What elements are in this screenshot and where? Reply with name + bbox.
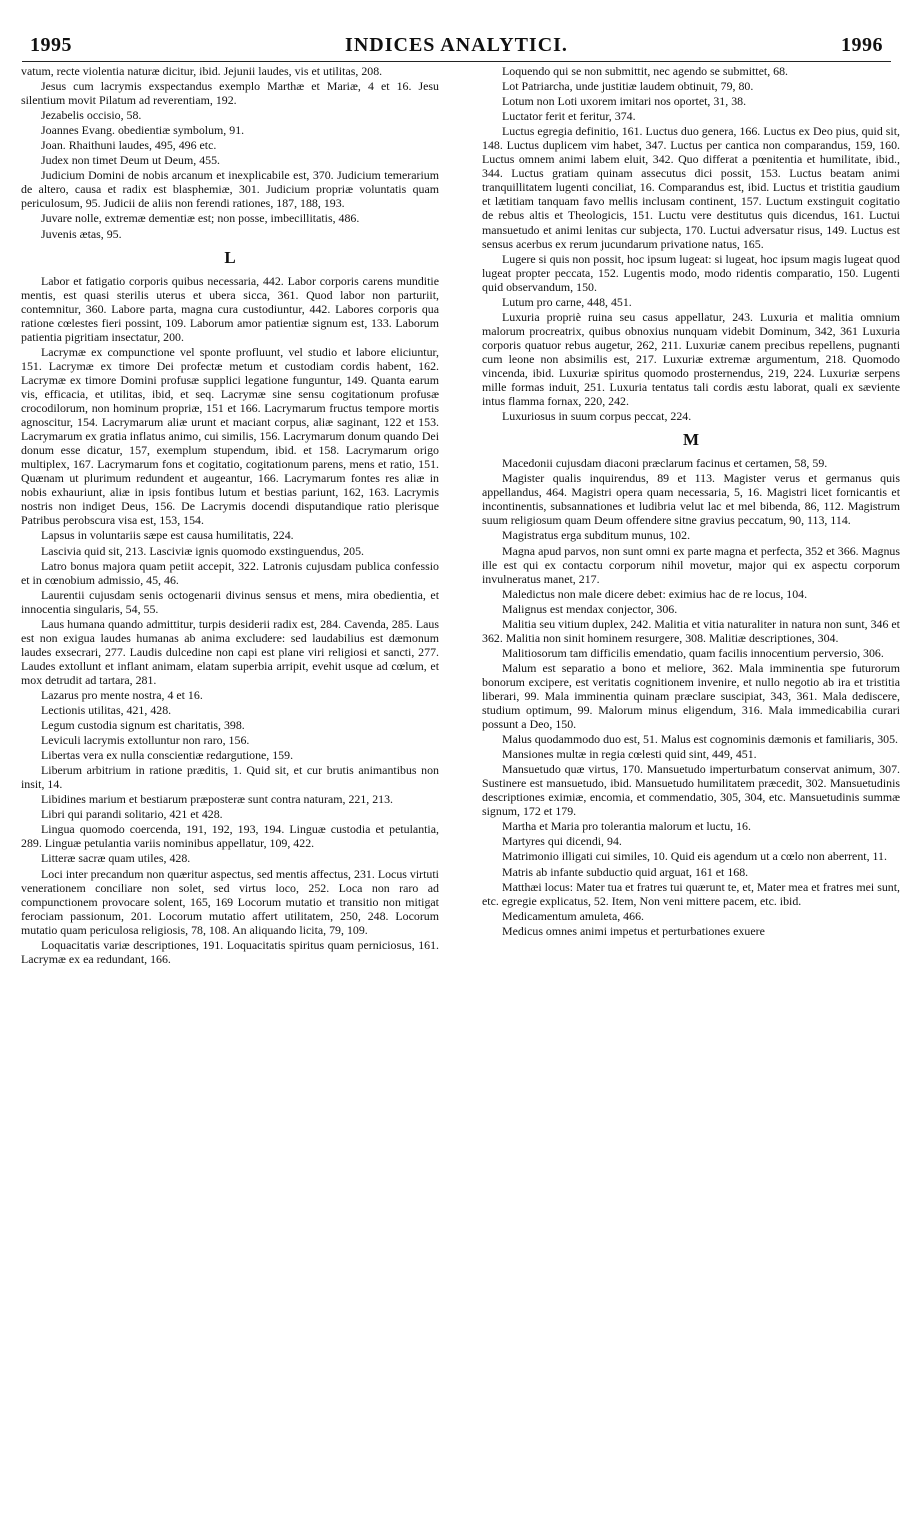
index-entry: Laurentii cujusdam senis octogenarii divinus sensus et mens, mira obedientia, et innocentia singularis, 54, 55. — [21, 587, 439, 616]
index-entry: Litteræ sacræ quam utiles, 428. — [41, 851, 191, 866]
index-entry: Magistratus erga subditum munus, 102. — [502, 528, 691, 543]
index-entry: Lingua quomodo coercenda, 191, 192, 193, 194. Linguæ custodia et petulantia, 289. Linguæ petulantia variis nominibus appellatur, 109, 422. — [21, 822, 439, 851]
index-entry: Lectionis utilitas, 421, 428. — [41, 703, 172, 718]
index-entry: vatum, recte violentia naturæ dicitur, ibid. Jejunii laudes, vis et utilitas, 208. — [21, 64, 383, 78]
index-entry: Martha et Maria pro tolerantia malorum et luctu, 16. — [502, 819, 751, 834]
index-entry: Mansiones multæ in regia cœlesti quid sint, 449, 451. — [502, 747, 757, 762]
index-entry: Matthæi locus: Mater tua et fratres tui quærunt te, et, Mater mea et fratres mei sunt, etc. egregie explicatus, 52. Item, Non veni mittere pacem, etc. ibid. — [482, 879, 900, 908]
index-entry: Judex non timet Deum ut Deum, 455. — [41, 153, 220, 168]
page-header — [0, 34, 913, 60]
right-column — [482, 64, 900, 1509]
index-entry: Lugere si quis non possit, hoc ipsum lugeat: si lugeat, hoc ipsum magis lugeat quod lugeat propter peccata, 152. Lugentis modo, modo ridentis comparatio, 150. Lugenti quid observandum, 150. — [482, 251, 900, 294]
index-entry: Magister qualis inquirendus, 89 et 113. Magister verus et germanus quis appellandus, 464. Magistri opera quam necessaria, 5, 16. Magistri licet fornicantis et incontinentis, subsannationes et ludibria velut lac et mel bibenda, 86, 112. Magistrum suum religiosum quam Deum offendere sitne gravius peccatum, 90, 113, 114. — [482, 471, 900, 528]
index-entry: Lapsus in voluntariis sæpe est causa humilitatis, 224. — [41, 528, 294, 543]
index-entry: Malitia seu vitium duplex, 242. Malitia et vitia naturaliter in natura non sunt, 346 et 362. Malitia non sinit hominem resurgere, 308. Malitiæ descriptiones, 304. — [482, 616, 900, 645]
index-entry: Medicamentum amuleta, 466. — [502, 908, 644, 923]
index-entry: Lazarus pro mente nostra, 4 et 16. — [41, 687, 203, 702]
index-entry: Maledictus non male dicere debet: eximius hac de re locus, 104. — [502, 586, 808, 601]
index-entry: Malus quodammodo duo est, 51. Malus est cognominis dæmonis et familiaris, 305. — [502, 732, 898, 747]
index-entry: Liberum arbitrium in ratione præditis, 1. Quid sit, et cur brutis animantibus non insit, 14. — [21, 763, 439, 792]
index-entry: Medicus omnes animi impetus et perturbationes exuere — [502, 923, 765, 938]
index-entry: Lot Patriarcha, unde justitiæ laudem obtinuit, 79, 80. — [502, 79, 754, 94]
header-rule — [22, 61, 891, 62]
index-entry: Loquacitatis variæ descriptiones, 191. Loquacitatis spiritus quam perniciosus, 161. Lacrymæ ex ea redundant, 166. — [21, 937, 439, 966]
index-entry: Luctator ferit et feritur, 374. — [502, 109, 636, 124]
index-entry: Libertas vera ex nulla conscientiæ redargutione, 159. — [41, 748, 294, 763]
index-entry: Laus humana quando admittitur, turpis desiderii radix est, 284. Cavenda, 285. Laus est non exigua laudes humanas ab anima excludere: sed laudabilius est dæmonum laudes exsecrari, 277. Laudis dulcedine non capi est plane viri religiosi et sancti, 277. Laudes extollunt et inflant animam, elatam superbia arripit, evehit usque ad cœlum, et mox detrudit ad tartara, 281. — [21, 616, 439, 687]
index-entry: Matrimonio illigati cui similes, 10. Quid eis agendum ut a cœlo non aberrent, 11. — [502, 849, 887, 864]
index-entry: Mansuetudo quæ virtus, 170. Mansuetudo imperturbatum conservat animum, 307. Sustinere est mansuetudo, ibid. Mansuetudo humilitatem præcedit, 302. Mansuetudinis descriptiones eximiæ, encomia, et commendatio, 305, 304, etc. Mansuetudinis summæ signum, 172 et 179. — [482, 762, 900, 819]
index-entry: Judicium Domini de nobis arcanum et inexplicabile est, 370. Judicium temerarium de altero, causa et radix est blasphemiæ, 301. Judicium propriæ voluntatis quam periculosum, 95. Judicii de aliis non ferendi rationes, 187, 188, 193. — [21, 168, 439, 211]
index-entry: Jezabelis occisio, 58. — [41, 108, 142, 123]
index-entry: Libri qui parandi solitario, 421 et 428. — [41, 807, 223, 822]
section-letter: L — [224, 247, 236, 267]
index-entry: Libidines marium et bestiarum præposteræ sunt contra naturam, 221, 213. — [41, 792, 394, 807]
index-entry: Martyres qui dicendi, 94. — [502, 834, 622, 849]
left-page-number: 1995 — [30, 34, 72, 56]
index-entry: Joannes Evang. obedientiæ symbolum, 91. — [41, 123, 245, 138]
index-entry: Malignus est mendax conjector, 306. — [502, 601, 678, 616]
index-entry: Legum custodia signum est charitatis, 398. — [41, 718, 245, 733]
index-entry: Lutum pro carne, 448, 451. — [502, 294, 632, 309]
left-column — [21, 64, 439, 1509]
index-entry: Joan. Rhaithuni laudes, 495, 496 etc. — [41, 138, 217, 153]
index-entry: Malum est separatio a bono et meliore, 362. Mala imminentia spe futurorum bonorum excipere, est veritatis cognitionem invenire, et nullo negotio ab ira et tristitia liberari, 99. Mala imminentia quinam præclare suscipiat, 343, 361. Mala dediscere, studium optimum, 99. Malorum minus eligendum, 316. Mala immedicabilia curari possunt a Deo, 150. — [482, 660, 900, 732]
index-entry: Lotum non Loti uxorem imitari nos oportet, 31, 38. — [502, 94, 747, 109]
index-entry: Luxuriosus in suum corpus peccat, 224. — [502, 409, 692, 424]
index-entry: Macedonii cujusdam diaconi præclarum facinus et certamen, 58, 59. — [502, 456, 828, 471]
index-entry: Jesus cum lacrymis exspectandus exemplo Marthæ et Mariæ, 4 et 16. Jesu silentium movit Pilatum ad reverentiam, 192. — [21, 79, 439, 108]
index-entry: Luxuria propriè ruina seu casus appellatur, 243. Luxuria et malitia omnium malorum procreatrix, quibus obnoxius nunquam videbit Dominum, 342, 361 Luxuria corporis quatuor rebus augetur, 262, 211. Luxuriæ canem precibus repellens, pugnanti cum leone non absimilis est, 217. Luxuriæ extremæ argumentum, 218. Quomodo vincenda, ibid. Luxuriæ spiritus quomodo prosternendus, 219, 224. Luxuriæ serpens mille formas induit, 251. Luxuria tentatus tali cordis æstu laborat, quali ex sæviente intus flamma fornax, 220, 242. — [482, 309, 900, 409]
index-entry: Juvare nolle, extremæ dementiæ est; non posse, imbecillitatis, 486. — [41, 211, 360, 226]
index-entry: Latro bonus majora quam petiit accepit, 322. Latronis cujusdam publica confessio et in cœnobium admissio, 45, 46. — [21, 558, 439, 587]
index-entry: Labor et fatigatio corporis quibus necessaria, 442. Labor corporis carens munditie mentis, est quasi sterilis uterus et ubera sicca, 361. Quod labor non parturiit, contemnitur, 360. Labore parta, magna cura custodiuntur, 442. Labores corporis qua ratione cœlestes fieri possint, 109. Laborum amor patientiæ signum est, 133. Laborum patientia pigritiam insectatur, 200. — [21, 273, 439, 344]
index-entry: Juvenis ætas, 95. — [41, 226, 122, 241]
index-entry: Luctus egregia definitio, 161. Luctus duo genera, 166. Luctus ex Deo pius, quid sit, 148. Luctus duplicem vim habet, 347. Luctus per cantica non comparandus, 159, 160. Luctus omnem animi labem eluit, 342. Quo differat a pœnitentia et humilitate, ibid., 344. Luctus gratiam quinam assecutus dici possit, 153. Luctus beatam animi tranquillitatem lugenti conciliat, 16. Comparandus est, ibid. Luctus et tristitia gaudium et lætitiam tanquam favo mellis inclusam continent, 157. Luctum exstinguit cogitatio de rebus altis et Theologicis, 151. Luctu vere destitutus quis dicendus, 161. Luctui mansuetudo et animi lenitas cur subjecta, 170. Luctui adversatur risus, 149. Luctus est sensus acerbus ex rerum jucundarum privatione natus, 165. — [482, 124, 900, 251]
index-entry: Loquendo qui se non submittit, nec agendo se submittet, 68. — [502, 64, 788, 78]
section-letter: M — [682, 430, 700, 450]
index-entry: Leviculi lacrymis extolluntur non raro, 156. — [41, 733, 250, 748]
index-entry: Malitiosorum tam difficilis emendatio, quam facilis innocentium perversio, 306. — [502, 645, 884, 660]
right-page-number: 1996 — [841, 34, 883, 56]
index-entry: Magna apud parvos, non sunt omni ex parte magna et perfecta, 352 et 366. Magnus ille est qui ex contactu corporum nihil movetur, major qui ex aspectu corporum invulneratus manet, 217. — [482, 543, 900, 586]
index-entry: Loci inter precandum non quæritur aspectus, sed mentis affectus, 231. Locus virtuti venerationem conciliare non solet, sed virtus loco, 252. Loca non raro ad compunctionem provocare solent, 165, 169 Locorum mutatio et transitio non mitigat ferociam passionum, 201. Locorum mutatio affert utilitatem, 250, 248. Locorum mutatio quam periculosa religiosis, 78, 108. An aliquando licita, 79, 109. — [21, 866, 439, 937]
index-entry: Lascivia quid sit, 213. Lasciviæ ignis quomodo exstinguendus, 205. — [41, 543, 365, 558]
running-title: INDICES ANALYTICI. — [345, 34, 568, 56]
index-entry: Lacrymæ ex compunctione vel sponte profluunt, vel studio et labore eliciuntur, 151. Lacrymæ ex timore Dei profectæ metum et custodiam cordis habent, 162. Lacrymæ ex timore Domini profusæ supplici legatione funguntur, 149. Quanta earum vis, efficacia, et utilitas, ibid, et seq. Lacrymæ sine sensu cogitationum profusæ crocodilorum, non hominum propriæ, 151 et 166. Lacrymarum fructus tempore mortis agnoscitur, 154. Lacrymarum aliæ urunt et maciant corpus, aliæ saginant, 122 et 153. Lacrymarum ex gratia inflatus animo, cui similis, 156. Lacrymarum donum quando Dei donum esse dicatur, 157, exemplum stupendum, ibid. et 158. Lacrymarum origo multiplex, 167. Lacrymarum fons et cogitatio, cogitationum parens, mens et ratio, 151. Quænam ut plurimum redundent et augeantur, 166. Lacrymarum fontes res aliæ in nobis exhauriunt, aliæ in ipsis fontibus lutum et bestias pariunt, 162, 163. Lacrymis nostris non indiget Deus, 156. De Lacrymis docendi disputandique ratio plerisque Patribus perobscura visa est, 153, 154. — [21, 344, 439, 528]
index-entry: Matris ab infante subductio quid arguat, 161 et 168. — [502, 864, 749, 879]
